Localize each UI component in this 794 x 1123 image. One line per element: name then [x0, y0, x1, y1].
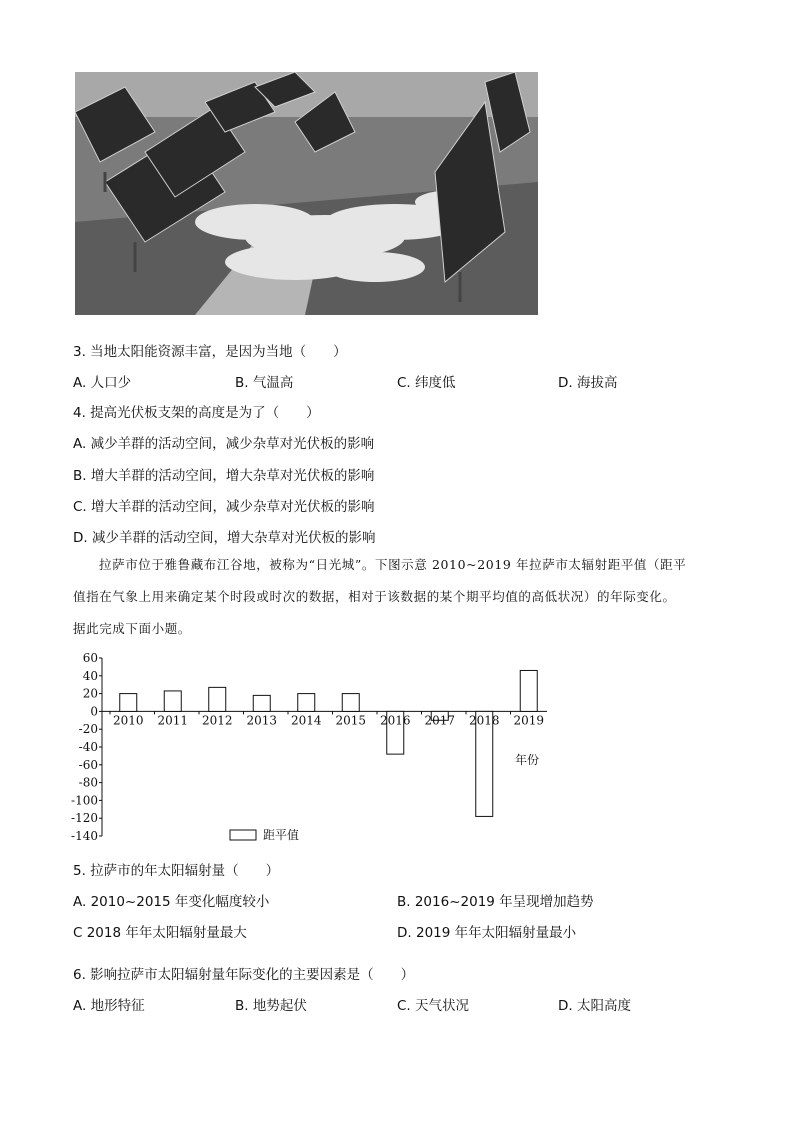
q4-option-b[interactable]: B. 增大羊群的活动空间，增大杂草对光伏板的影响 [73, 468, 375, 484]
y-tick-label: -140 [71, 829, 98, 843]
chart-bars [120, 670, 538, 816]
bar-2011 [164, 691, 181, 711]
q4-option-d[interactable]: D. 减少羊群的活动空间，增大杂草对光伏板的影响 [73, 530, 376, 546]
x-tick-label-2018: 2018 [468, 713, 500, 728]
photo-drawing [75, 72, 538, 315]
y-tick-label: 20 [82, 686, 98, 701]
bar-2013 [253, 695, 270, 711]
question-4-stem: 4. 提高光伏板支架的高度是为了（ ） [73, 405, 320, 421]
y-tick-label: -60 [78, 757, 98, 772]
solar-farm-sheep-photo [75, 72, 538, 315]
y-tick-label: -20 [78, 722, 98, 737]
y-tick-label: -120 [71, 811, 98, 826]
bar-2015 [342, 694, 359, 712]
x-axis-label: 年份 [515, 753, 540, 767]
q5-option-a[interactable]: A. 2010~2015 年变化幅度较小 [73, 894, 270, 910]
q4-option-c[interactable]: C. 增大羊群的活动空间，减少杂草对光伏板的影响 [73, 499, 375, 515]
y-tick-label: 40 [82, 668, 98, 683]
y-tick-label: 60 [82, 651, 98, 665]
x-tick-label-2017: 2017 [424, 713, 456, 728]
bar-2019 [520, 670, 537, 711]
x-tick-label-2015: 2015 [335, 713, 367, 728]
passage-line-1: 拉萨市位于雅鲁藏布江谷地，被称为“日光城”。下图示意 2010~2019 年拉萨市太辐射距平值（距平 [99, 557, 687, 572]
y-tick-label: 0 [90, 704, 98, 719]
q5-option-d[interactable]: D. 2019 年年太阳辐射量最小 [397, 925, 577, 941]
q5-option-b[interactable]: B. 2016~2019 年呈现增加趋势 [397, 894, 594, 910]
x-tick-label-2010: 2010 [112, 713, 144, 728]
x-tick-label-2016: 2016 [379, 713, 411, 728]
q5-option-c[interactable]: C 2018 年年太阳辐射量最大 [73, 925, 247, 941]
chart-tick-labels [71, 651, 544, 843]
q6-option-a[interactable]: A. 地形特征 [73, 998, 145, 1014]
q3-option-a[interactable]: A. 人口少 [73, 375, 132, 391]
q3-option-b[interactable]: B. 气温高 [235, 375, 294, 391]
x-tick-label-2012: 2012 [201, 713, 233, 728]
q6-option-d[interactable]: D. 太阳高度 [558, 998, 631, 1014]
q3-option-d[interactable]: D. 海拔高 [558, 375, 618, 391]
x-tick-label-2011: 2011 [157, 713, 189, 728]
question-3-stem: 3. 当地太阳能资源丰富，是因为当地（ ） [73, 344, 347, 360]
question-6-stem: 6. 影响拉萨市太阳辐射量年际变化的主要因素是（ ） [73, 967, 415, 983]
legend-swatch [230, 830, 256, 840]
chart-legend [230, 827, 299, 842]
bar-2014 [298, 694, 315, 712]
passage-line-2: 值指在气象上用来确定某个时段或时次的数据，相对于该数据的某个期平均值的高低状况）的年际变化。 [73, 589, 676, 604]
x-tick-label-2019: 2019 [513, 713, 545, 728]
q6-option-c[interactable]: C. 天气状况 [397, 998, 470, 1014]
x-tick-label-2014: 2014 [290, 713, 322, 728]
y-tick-label: -40 [78, 740, 98, 754]
y-tick-label: -80 [78, 775, 98, 790]
passage-line-3: 据此完成下面小题。 [73, 621, 191, 636]
y-tick-label: -100 [71, 793, 98, 808]
bar-2010 [120, 694, 137, 712]
legend-label: 距平值 [263, 828, 300, 842]
question-5-stem: 5. 拉萨市的年太阳辐射量（ ） [73, 863, 280, 879]
x-tick-label-2013: 2013 [246, 713, 278, 728]
bar-2012 [209, 687, 226, 711]
q3-option-c[interactable]: C. 纬度低 [397, 375, 456, 391]
q6-option-b[interactable]: B. 地势起伏 [235, 998, 307, 1014]
q4-option-a[interactable]: A. 减少羊群的活动空间，减少杂草对光伏板的影响 [73, 436, 375, 452]
passage [73, 549, 721, 645]
radiation-anomaly-chart [60, 648, 560, 848]
